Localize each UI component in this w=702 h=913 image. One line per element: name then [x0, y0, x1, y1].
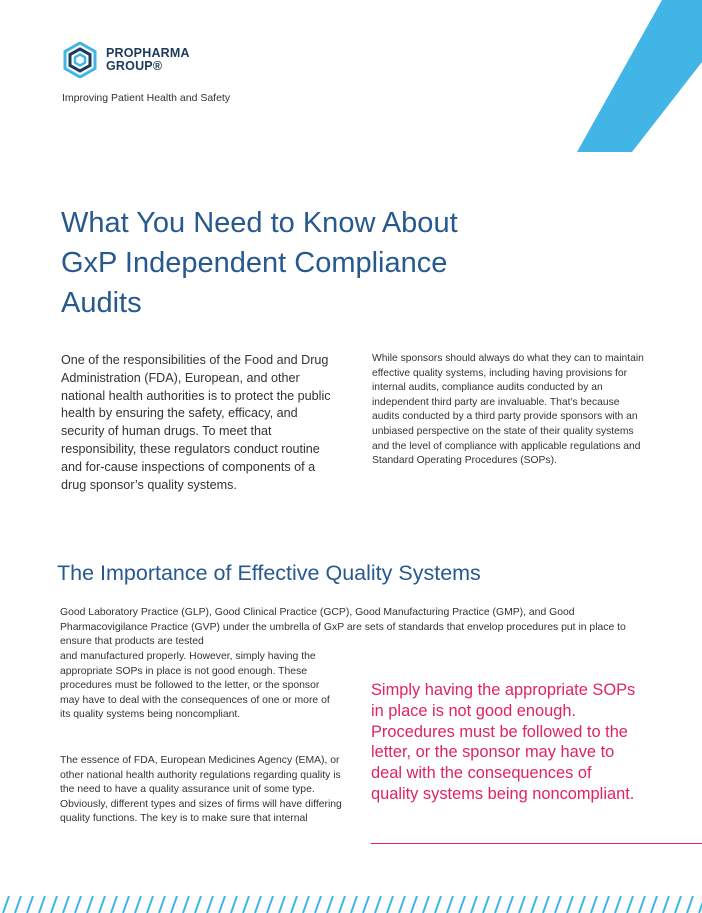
pull-quote-rule	[371, 843, 702, 844]
hexagon-logo-icon	[62, 42, 98, 78]
pull-quote: Simply having the appropriate SOPs in place is not good enough. Procedures must be followed to the letter, or the sponsor may have to deal with the consequences of quality systems being noncompliant.	[371, 681, 636, 803]
brand-tagline: Improving Patient Health and Safety	[62, 92, 231, 104]
propharma-logo[interactable]	[62, 42, 190, 78]
section-paragraph-1: and manufactured properly. However, simply having the appropriate SOPs in place is not good enough. These procedures must be followed to the letter, or the sponsor may have to deal with the consequences of one or more of its quality systems being noncompliant.	[60, 651, 330, 721]
logo-line-2: GROUP®	[106, 59, 163, 73]
footer-hatch-pattern	[0, 896, 702, 913]
section-heading: The Importance of Effective Quality Systems	[57, 561, 481, 585]
corner-stripe-graphic	[0, 0, 702, 160]
logo-line-1: PROPHARMA	[106, 46, 190, 60]
intro-paragraph-left: One of the responsibilities of the Food and Drug Administration (FDA), European, and other national health authorities is to protect the public health by ensuring the safety, efficacy, and security of human drugs. To meet that responsibility, these regulators conduct routine and for-cause inspections of components of a drug sponsor’s quality systems.	[61, 353, 331, 492]
section-intro-paragraph: Good Laboratory Practice (GLP), Good Clinical Practice (GCP), Good Manufacturing Practice (GMP), and Good Pharmacovigilance Practice (GVP) under the umbrella of GxP are sets of standards that envelop procedures put in place to ensure that products are tested	[60, 607, 626, 648]
intro-paragraph-right: While sponsors should always do what they can to maintain effective quality systems, including having provisions for internal audits, compliance audits conducted by an independent third party are invaluable. That’s because audits conducted by a third party provide sponsors with an unbiased perspective on the state of their quality systems and the level of compliance with applicable regulations and Standard Operating Procedures (SOPs).	[372, 353, 644, 467]
document-title: What You Need to Know About GxP Independent Compliance Audits	[61, 207, 458, 319]
logo-wordmark	[106, 47, 190, 73]
section-paragraph-2: The essence of FDA, European Medicines Agency (EMA), or other national health authority regulations regarding quality is the need to have a quality assurance unit of some type. Obviously, different types and sizes of firms will have differing quality functions. The key is to make sure that internal	[60, 755, 342, 825]
